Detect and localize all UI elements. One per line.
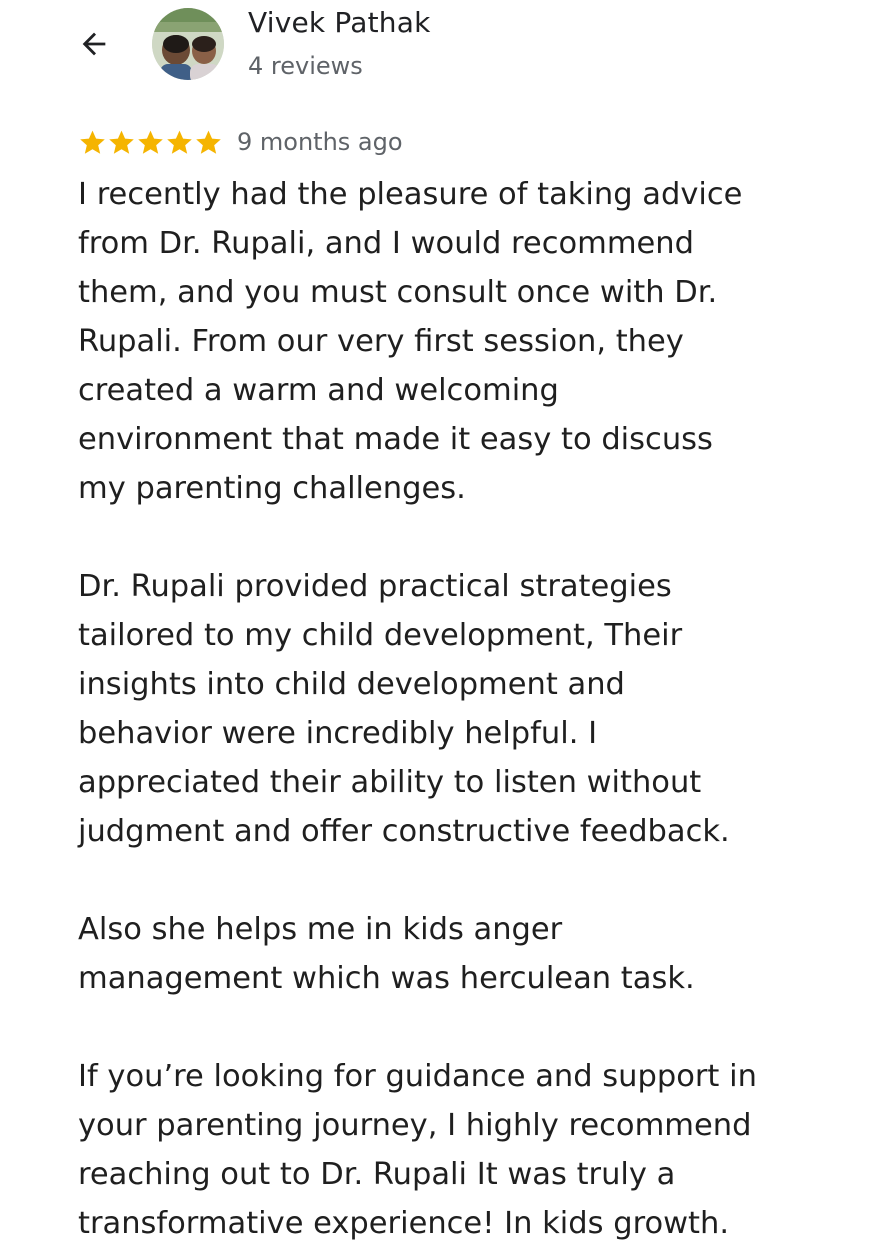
review-line: tailored to my child development, Their xyxy=(78,618,683,653)
star-icon xyxy=(165,128,194,157)
review-line: environment that made it easy to discuss xyxy=(78,422,713,457)
review-paragraph xyxy=(78,1052,868,1248)
reviewer-avatar[interactable] xyxy=(152,8,224,80)
review-date: 9 months ago xyxy=(237,128,403,156)
review-line: appreciated their ability to listen without xyxy=(78,765,702,800)
star-icon xyxy=(107,128,136,157)
star-icon xyxy=(194,128,223,157)
star-icon xyxy=(136,128,165,157)
back-button[interactable] xyxy=(72,22,116,66)
review-text xyxy=(78,170,868,1248)
review-line: your parenting journey, I highly recommend xyxy=(78,1108,752,1143)
review-line: created a warm and welcoming xyxy=(78,373,559,408)
review-line: them, and you must consult once with Dr. xyxy=(78,275,718,310)
review-line: transformative experience! In kids growth. xyxy=(78,1206,730,1241)
review-paragraph xyxy=(78,170,868,513)
star-icon xyxy=(78,128,107,157)
review-line: behavior were incredibly helpful. I xyxy=(78,716,598,751)
review-line: reaching out to Dr. Rupali It was truly a xyxy=(78,1157,676,1192)
star-rating xyxy=(78,128,223,157)
rating-row xyxy=(78,124,403,160)
review-paragraph xyxy=(78,562,868,856)
review-line: my parenting challenges. xyxy=(78,471,466,506)
review-line: judgment and offer constructive feedback. xyxy=(78,814,730,849)
reviewer-review-count: 4 reviews xyxy=(248,52,363,80)
review-line: Rupali. From our very first session, they xyxy=(78,324,684,359)
review-line: I recently had the pleasure of taking advice xyxy=(78,177,743,212)
review-line: management which was herculean task. xyxy=(78,961,695,996)
review-line: insights into child development and xyxy=(78,667,625,702)
review-paragraph xyxy=(78,905,868,1003)
review-header xyxy=(0,0,892,110)
reviewer-name[interactable]: Vivek Pathak xyxy=(248,6,431,39)
review-line: Dr. Rupali provided practical strategies xyxy=(78,569,672,604)
review-line: If you’re looking for guidance and support in xyxy=(78,1059,757,1094)
review-line: Also she helps me in kids anger xyxy=(78,912,563,947)
arrow-left-icon xyxy=(77,27,111,61)
avatar-photo xyxy=(152,8,224,80)
review-line: from Dr. Rupali, and I would recommend xyxy=(78,226,695,261)
